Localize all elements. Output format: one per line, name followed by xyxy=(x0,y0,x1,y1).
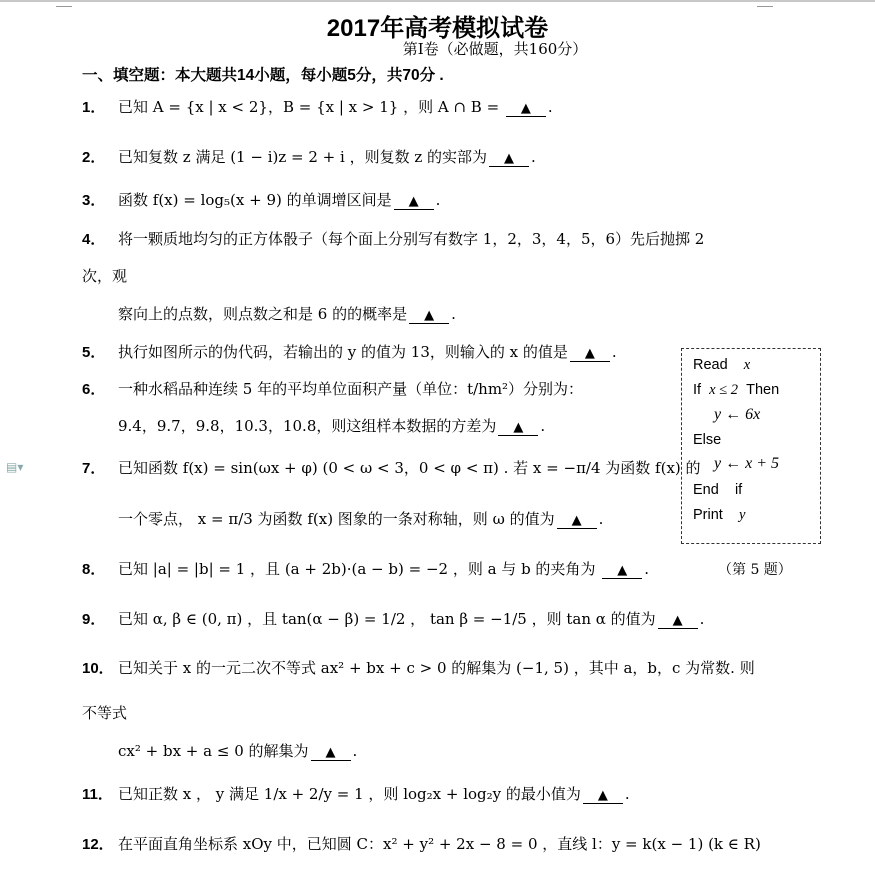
code-line: Else xyxy=(693,432,722,448)
question-number: 9． xyxy=(82,611,106,628)
question-line xyxy=(82,189,440,210)
answer-blank[interactable]: ▲ xyxy=(498,420,538,436)
question-line xyxy=(82,265,127,286)
question-line xyxy=(82,415,545,436)
question-number: 10． xyxy=(82,660,114,677)
question-number: 5． xyxy=(82,344,106,361)
question-number: 11． xyxy=(82,786,113,803)
question-number: 1． xyxy=(82,99,106,116)
question-text: 不等式 xyxy=(82,704,128,722)
question-text: cx² + bx + a ≤ 0 的解集为 xyxy=(118,742,309,760)
question-text: 9.4，9.7，9.8，10.3，10.8，则这组样本数据的方差为 xyxy=(118,417,497,435)
question-text-end: . xyxy=(531,148,536,166)
section-heading: 一、填空题：本大题共14小题，每小题5分，共70分 . xyxy=(82,67,444,84)
figure-caption: （第 5 题） xyxy=(718,562,792,578)
code-line: y ← 6x xyxy=(714,406,761,423)
question-text-end: . xyxy=(451,305,456,323)
question-text: 一个零点， x = π/3 为函数 f(x) 图象的一条对称轴，则 ω 的值为 xyxy=(118,510,555,528)
code-line: Read x xyxy=(693,357,751,373)
question-text-end: . xyxy=(352,742,358,760)
answer-blank[interactable]: ▲ xyxy=(583,788,623,804)
question-number: 2． xyxy=(82,149,106,166)
question-line xyxy=(82,508,603,529)
question-number: 4． xyxy=(82,231,106,248)
question-line xyxy=(82,303,456,324)
margin-mark xyxy=(56,2,72,7)
question-line xyxy=(82,378,583,399)
answer-blank[interactable]: ▲ xyxy=(570,346,610,362)
code-line: If x ≤ 2 Then xyxy=(693,382,780,398)
question-number: 12． xyxy=(82,836,114,853)
question-line xyxy=(82,783,630,804)
paragraph-marker-icon[interactable]: ▤▾ xyxy=(6,460,24,474)
question-text: 已知 α, β ∈ (0, π) ，且 tan(α − β) = 1/2 ， tan β = −1/5 ，则 tan α 的值为 xyxy=(118,610,656,628)
question-text-end: . xyxy=(435,191,441,209)
answer-blank[interactable]: ▲ xyxy=(557,513,597,529)
subtitle: 第Ⅰ卷（必做题，共160分） xyxy=(402,40,588,58)
page-top-edge xyxy=(0,0,875,2)
question-text: 已知正数 x ， y 满足 1/x + 2/y = 1 ，则 log₂x + log₂y 的最小值为 xyxy=(118,785,581,803)
question-number: 8． xyxy=(82,561,106,578)
question-text: 函数 f(x) = log₅(x + 9) 的单调增区间是 xyxy=(118,191,392,209)
question-line xyxy=(82,146,536,167)
question-text-end: . xyxy=(547,98,553,116)
question-text-end: . xyxy=(598,510,604,528)
question-text: 已知复数 z 满足 (1 − i)z = 2 + i ，则复数 z 的实部为 xyxy=(118,148,488,166)
question-text: 察向上的点数，则点数之和是 6 的的概率是 xyxy=(118,305,408,323)
question-line xyxy=(82,558,649,579)
question-number: 7． xyxy=(82,460,106,477)
question-line xyxy=(82,608,704,629)
code-line: Print y xyxy=(693,507,746,523)
answer-blank[interactable]: ▲ xyxy=(409,308,449,324)
question-line xyxy=(82,833,761,854)
question-number: 3． xyxy=(82,192,106,209)
question-line xyxy=(82,702,127,723)
question-text: 已知函数 f(x) = sin(ωx + φ) (0 < ω < 3，0 < φ < π) . 若 x = −π/4 为函数 f(x) 的 xyxy=(118,459,701,477)
question-number: 6． xyxy=(82,381,106,398)
question-text: 执行如图所示的伪代码，若输出的 y 的值为 13，则输入的 x 的值是 xyxy=(118,343,568,361)
answer-blank[interactable]: ▲ xyxy=(311,745,351,761)
question-line xyxy=(82,657,755,678)
question-text: 已知关于 x 的一元二次不等式 ax² + bx + c > 0 的解集为 (−1, 5) ，其中 a，b，c 为常数. 则 xyxy=(118,659,755,677)
question-text-end: . xyxy=(611,343,617,361)
answer-blank[interactable]: ▲ xyxy=(394,194,434,210)
question-line xyxy=(82,341,617,362)
question-text: 在平面直角坐标系 xOy 中，已知圆 C：x² + y² + 2x − 8 = 0 ，直线 l：y = k(x − 1) (k ∈ R) xyxy=(118,835,761,853)
question-text: 已知 A = {x | x < 2}，B = {x | x > 1} ，则 A ∩ B = xyxy=(118,98,504,116)
answer-blank[interactable]: ▲ xyxy=(602,563,642,579)
code-line: y ← x + 5 xyxy=(714,455,779,472)
question-line xyxy=(82,228,704,249)
question-line xyxy=(82,96,553,117)
question-text-end: . xyxy=(540,417,546,435)
question-text-end: . xyxy=(624,785,630,803)
margin-mark xyxy=(757,2,773,7)
page-title: 2017年高考模拟试卷 xyxy=(326,15,549,42)
pseudocode-box xyxy=(681,348,821,544)
question-text-end: . xyxy=(699,610,705,628)
question-text: 将一颗质地均匀的正方体骰子（每个面上分别写有数字 1，2，3，4，5，6）先后抛掷 2 xyxy=(118,230,705,248)
question-text: 已知 |a| = |b| = 1 ，且 (a + 2b)·(a − b) = −2 ，则 a 与 b 的夹角为 xyxy=(118,560,601,578)
answer-blank[interactable]: ▲ xyxy=(489,151,529,167)
question-text: 一种水稻品种连续 5 年的平均单位面积产量（单位：t/hm²）分别为： xyxy=(118,380,584,398)
question-line xyxy=(82,457,701,478)
answer-blank[interactable]: ▲ xyxy=(658,613,698,629)
question-text-end: . xyxy=(644,560,649,578)
code-line: End if xyxy=(693,482,743,498)
question-text: 次，观 xyxy=(82,267,128,285)
question-line xyxy=(82,740,357,761)
answer-blank[interactable]: ▲ xyxy=(506,101,546,117)
